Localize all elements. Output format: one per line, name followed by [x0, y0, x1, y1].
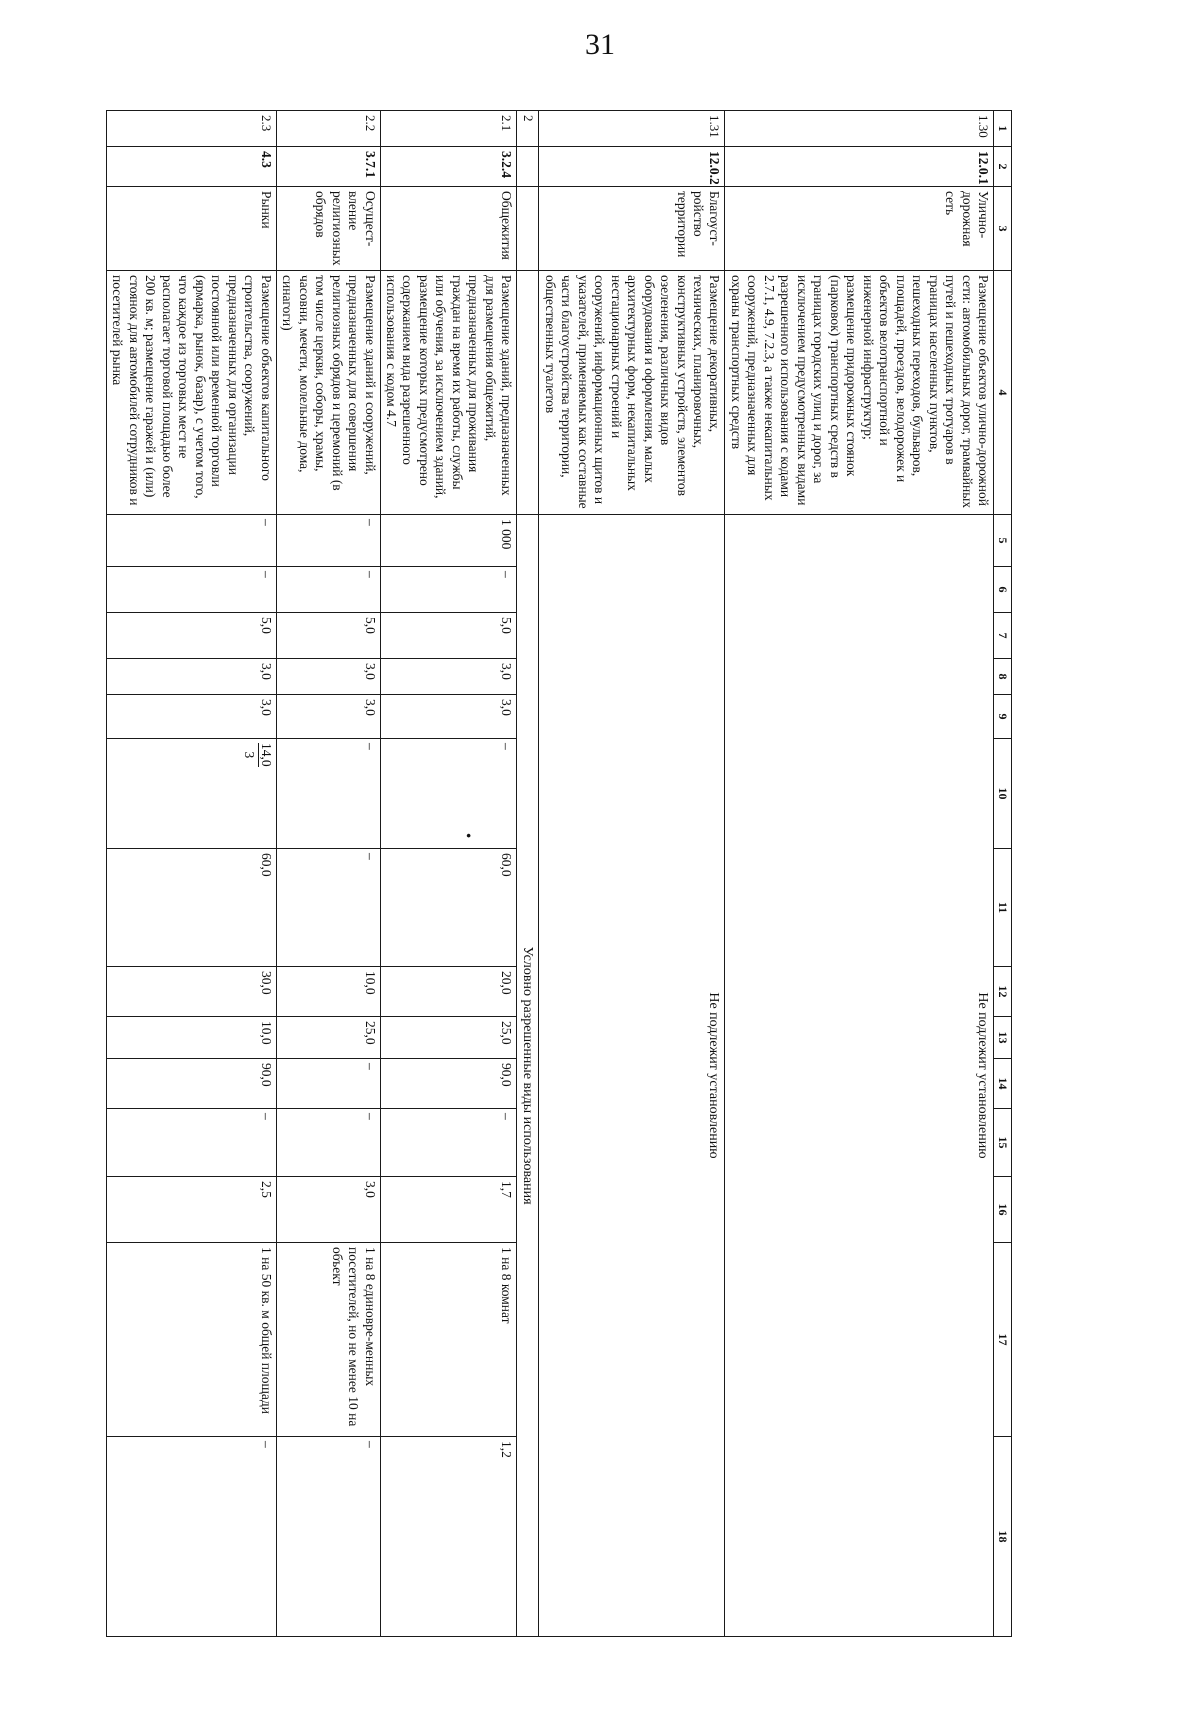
- header-cell: 14: [994, 1059, 1012, 1109]
- cell-col-7: 5,0: [276, 613, 380, 659]
- cell-col-11: 60,0: [380, 849, 517, 967]
- cell-col-15: –: [380, 1109, 517, 1177]
- cell-col-17: 1 на 8 единовре-менных посетителей, но не менее 10 на объект: [276, 1243, 380, 1437]
- header-cell: 4: [994, 271, 1012, 515]
- row-description: Размещение зданий и сооружений, предназначенных для совершения религиозных обрядов и церемоний (в том числе церкви, соборы, храмы, часовни, мечети, молельные дома, синагоги): [276, 271, 380, 515]
- rotated-table-container: [110, 110, 1012, 1636]
- cell-col-10: –: [276, 739, 380, 849]
- table-row-1-31: [539, 111, 725, 1637]
- cell-col-7: 5,0: [107, 613, 277, 659]
- cell-col-16: 2,5: [107, 1177, 277, 1243]
- cell-col-13: 25,0: [380, 1017, 517, 1059]
- header-cell: 7: [994, 613, 1012, 659]
- cell-col-14: 90,0: [380, 1059, 517, 1109]
- row-note: Не подлежит установлению: [725, 515, 994, 1637]
- table-row-2-2: [276, 111, 380, 1637]
- cell-col-8: 3,0: [107, 659, 277, 695]
- stray-dot: •: [460, 833, 476, 838]
- header-cell: 11: [994, 849, 1012, 967]
- row-name: Улично-дорожная сеть: [725, 187, 994, 271]
- cell-col-9: 3,0: [276, 695, 380, 739]
- section-number: 2: [517, 111, 539, 147]
- cell-col-8: 3,0: [276, 659, 380, 695]
- cell-col-7: 5,0: [380, 613, 517, 659]
- cell-col-6: –: [107, 567, 277, 613]
- header-cell: 15: [994, 1109, 1012, 1177]
- cell-col-18: –: [276, 1437, 380, 1637]
- page-number: 31: [585, 28, 615, 61]
- cell-col-11: 60,0: [107, 849, 277, 967]
- cell-col-10: [380, 739, 517, 849]
- header-cell: 5: [994, 515, 1012, 567]
- table-row-2-1: [380, 111, 517, 1637]
- header-cell: 2: [994, 147, 1012, 187]
- cell-col-9: 3,0: [380, 695, 517, 739]
- header-cell: 6: [994, 567, 1012, 613]
- header-cell: 9: [994, 695, 1012, 739]
- section-row: [517, 111, 539, 1637]
- section-empty: [517, 271, 539, 515]
- header-cell: 1: [994, 111, 1012, 147]
- cell-col-18: –: [107, 1437, 277, 1637]
- header-cell: 10: [994, 739, 1012, 849]
- row-name: Осущест-вление религиозных обрядов: [276, 187, 380, 271]
- fraction-value: [241, 743, 274, 767]
- cell-col-10: [107, 739, 277, 849]
- header-cell: 18: [994, 1437, 1012, 1637]
- header-cell: 8: [994, 659, 1012, 695]
- row-code: 4.3: [107, 147, 277, 187]
- section-empty: [517, 187, 539, 271]
- land-use-table: [106, 110, 1012, 1637]
- cell-col-17: 1 на 50 кв. м общей площади: [107, 1243, 277, 1437]
- row-description: Размещение зданий, предназначенных для размещения общежитий, предназначенных для проживания граждан на время их работы, службы или обучения, за исключением зданий, размещение которых предусмотрено содержанием вида разрешенного использования с кодом 4.7: [380, 271, 517, 515]
- cell-col-8: 3,0: [380, 659, 517, 695]
- cell-col-15: –: [276, 1109, 380, 1177]
- table-row-2-3: [107, 111, 277, 1637]
- row-note: Не подлежит установлению: [539, 515, 725, 1637]
- row-number: 2.2: [276, 111, 380, 147]
- header-cell: 16: [994, 1177, 1012, 1243]
- section-title: Условно разрешенные виды использования: [517, 515, 539, 1637]
- cell-col-9: 3,0: [107, 695, 277, 739]
- row-code: 12.0.2: [539, 147, 725, 187]
- header-cell: 13: [994, 1017, 1012, 1059]
- cell-col-5: –: [107, 515, 277, 567]
- cell-col-12: 10,0: [276, 967, 380, 1017]
- row-number: 2.3: [107, 111, 277, 147]
- cell-col-11: –: [276, 849, 380, 967]
- cell-col-5: 1 000: [380, 515, 517, 567]
- section-empty: [517, 147, 539, 187]
- row-number: 1.30: [725, 111, 994, 147]
- fraction-numerator: 14,0: [258, 743, 274, 767]
- table-row-1-30: [725, 111, 994, 1637]
- cell-col-13: 10,0: [107, 1017, 277, 1059]
- header-row: [994, 111, 1012, 1637]
- row-code: 3.2.4: [380, 147, 517, 187]
- cell-col-16: 3,0: [276, 1177, 380, 1243]
- cell-col-14: –: [276, 1059, 380, 1109]
- row-name: Благоуст-ройство территории: [539, 187, 725, 271]
- row-name: Общежития: [380, 187, 517, 271]
- cell-col-18: 1,2: [380, 1437, 517, 1637]
- header-cell: 17: [994, 1243, 1012, 1437]
- cell-col-10-value: –: [499, 743, 515, 750]
- header-cell: 12: [994, 967, 1012, 1017]
- cell-col-15: –: [107, 1109, 277, 1177]
- cell-col-16: 1,7: [380, 1177, 517, 1243]
- fraction-denominator: 3: [242, 751, 258, 759]
- header-cell: 3: [994, 187, 1012, 271]
- row-description: Размещение объектов улично-дорожной сети: автомобильных дорог, трамвайных путей и пешеходных тротуаров в границах населенных пунктов, пешеходных переходов, бульваров, площадей, проездов, велодорожек и объектов велотранспортной и инженерной инфраструктур; размещение придорожных стоянок (парковок) транспортных средств в границах городских улиц и дорог, за исключением предусмотренных видами разрешенного использования с кодами 2.7.1, 4.9, 7.2.3, а также некапитальных сооружений, предназначенных для охраны транспортных средств: [725, 271, 994, 515]
- cell-col-13: 25,0: [276, 1017, 380, 1059]
- cell-col-5: –: [276, 515, 380, 567]
- cell-col-6: –: [276, 567, 380, 613]
- cell-col-6: –: [380, 567, 517, 613]
- row-description: Размещение объектов капитального строительства, сооружений, предназначенных для организации постоянной или временной торговли (ярмарка, рынок, базар), с учетом того, что каждое из торговых мест не располагает торговой площадью более 200 кв. м; размещение гаражей и (или) стоянок для автомобилей сотрудников и посетителей рынка: [107, 271, 277, 515]
- row-description: Размещение декоративных, технических, планировочных, конструктивных устройств, элементов озеленения, различных видов оборудования и оформления, малых архитектурных форм, некапитальных нестационарных строений и сооружений, информационных щитов и указателей, применяемых как составные части благоустройства территории, общественных туалетов: [539, 271, 725, 515]
- cell-col-12: 20,0: [380, 967, 517, 1017]
- row-number: 1.31: [539, 111, 725, 147]
- row-name: Рынки: [107, 187, 277, 271]
- cell-col-12: 30,0: [107, 967, 277, 1017]
- row-code: 12.0.1: [725, 147, 994, 187]
- cell-col-17: 1 на 8 комнат: [380, 1243, 517, 1437]
- row-number: 2.1: [380, 111, 517, 147]
- row-code: 3.7.1: [276, 147, 380, 187]
- cell-col-14: 90,0: [107, 1059, 277, 1109]
